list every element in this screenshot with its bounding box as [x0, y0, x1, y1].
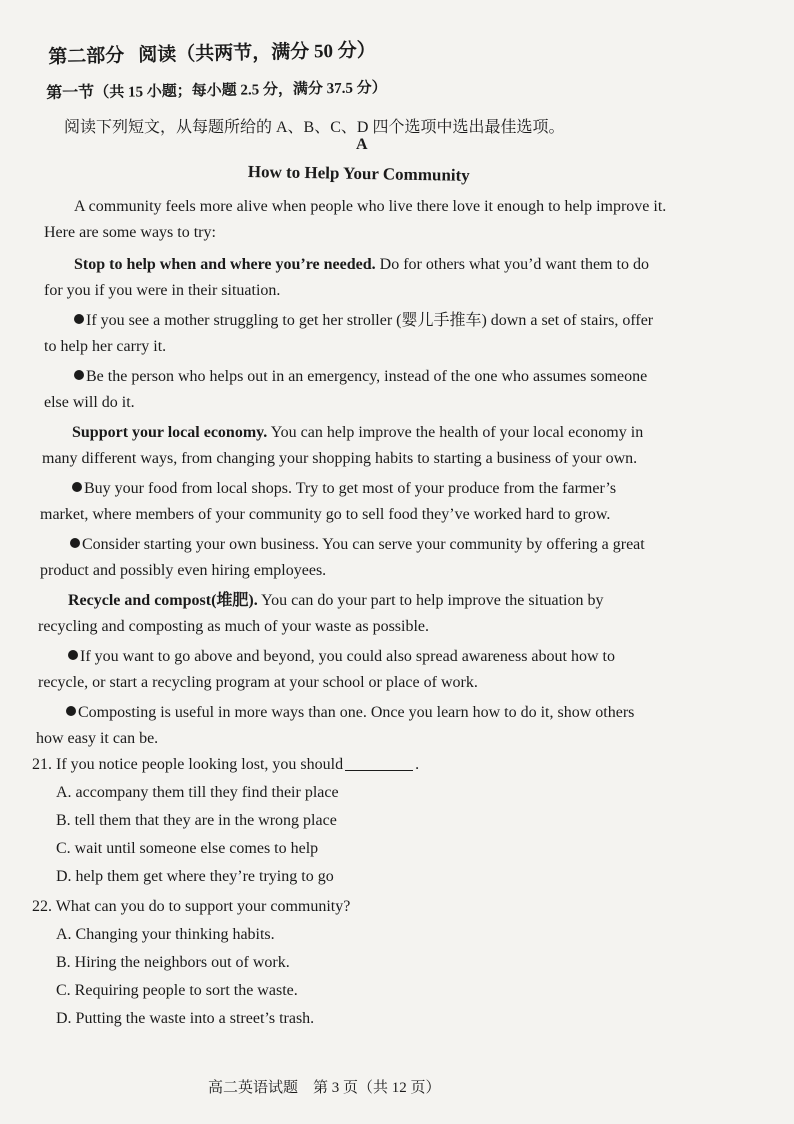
- bullet-text: Composting is useful in more ways than one. Once you learn how to do it, show others: [78, 704, 635, 721]
- question-stem: [32, 756, 419, 774]
- bullet-item: [44, 364, 704, 416]
- passage-title: How to Help Your Community: [247, 162, 470, 185]
- passage-section-help: [44, 252, 704, 304]
- section-text: You can do your part to help improve the situation by: [257, 592, 604, 609]
- bullet-icon: [66, 706, 76, 716]
- answer-option: A. Changing your thinking habits.: [56, 926, 275, 943]
- instruction-text: 阅读下列短文，从每题所给的 A、B、C、D 四个选项中选出最佳选项。: [64, 119, 565, 136]
- bullet-text-rest: to help her carry it.: [44, 338, 167, 355]
- section-text-rest: for you if you were in their situation.: [44, 282, 281, 299]
- question-stem: [32, 898, 350, 916]
- part-label: 第二部分: [48, 45, 125, 68]
- bullet-icon: [72, 482, 82, 492]
- bullet-text: Be the person who helps out in an emergency, instead of the one who assumes someone: [86, 368, 648, 385]
- answer-option: A. accompany them till they find their place: [56, 784, 339, 801]
- section-label: 第一节: [46, 84, 95, 102]
- passage-section-economy: [42, 420, 702, 472]
- intro-line: Here are some ways to try:: [44, 224, 216, 241]
- bullet-icon: [70, 538, 80, 548]
- bullet-text-rest: else will do it.: [44, 394, 135, 411]
- page-footer: 高二英语试题 第 3 页（共 12 页）: [208, 1080, 441, 1096]
- bullet-icon: [74, 370, 84, 380]
- section-heading: [46, 74, 387, 103]
- bullet-item: [40, 476, 700, 528]
- passage-letter: A: [356, 136, 368, 153]
- bullet-item: [44, 308, 704, 360]
- section-lead: Stop to help when and where you’re needed.: [74, 256, 376, 273]
- passage-intro: [44, 194, 704, 246]
- answer-option: B. tell them that they are in the wrong place: [56, 812, 337, 829]
- bullet-icon: [74, 314, 84, 324]
- bullet-text: Consider starting your own business. You can serve your community by offering a great: [82, 536, 645, 553]
- section-lead: Recycle and compost: [68, 592, 212, 609]
- bullet-text-rest: how easy it can be.: [36, 730, 159, 747]
- bullet-item: [38, 644, 698, 696]
- bullet-text-rest: recycle, or start a recycling program at your school or place of work.: [38, 674, 478, 691]
- part-title: 阅读（共两节，满分 50 分）: [138, 40, 377, 67]
- answer-option: C. wait until someone else comes to help: [56, 840, 319, 857]
- answer-option: B. Hiring the neighbors out of work.: [56, 954, 290, 971]
- section-text: Do for others what you’d want them to do: [375, 256, 649, 273]
- bullet-icon: [68, 650, 78, 660]
- section-rule: （共 15 小题；每小题 2.5 分，满分 37.5 分）: [94, 80, 387, 102]
- bullet-text-rest: market, where members of your community go to sell food they’ve worked hard to grow.: [40, 506, 611, 523]
- section-lead-note: (堆肥).: [211, 592, 258, 609]
- section-text-rest: recycling and composting as much of your waste as possible.: [38, 618, 430, 635]
- section-text-rest: many different ways, from changing your shopping habits to starting a business of your own.: [42, 450, 638, 467]
- answer-option: D. help them get where they’re trying to go: [56, 868, 334, 885]
- section-lead: Support your local economy.: [72, 424, 268, 441]
- passage-section-recycle: [38, 588, 698, 640]
- question-text: 21. If you notice people looking lost, you should: [32, 756, 344, 773]
- bullet-text: Buy your food from local shops. Try to get most of your produce from the farmer’s: [84, 480, 617, 497]
- bullet-text: If you see a mother struggling to get her stroller (婴儿手推车) down a set of stairs, offer: [86, 312, 654, 329]
- answer-blank: [345, 756, 413, 771]
- bullet-text-rest: product and possibly even hiring employees.: [40, 562, 327, 579]
- part-heading: [48, 35, 376, 69]
- answer-option: C. Requiring people to sort the waste.: [56, 982, 298, 999]
- bullet-text: If you want to go above and beyond, you could also spread awareness about how to: [80, 648, 615, 665]
- bullet-item: [36, 700, 696, 752]
- bullet-item: [40, 532, 700, 584]
- question-text: 22. What can you do to support your community?: [32, 898, 351, 915]
- intro-line: A community feels more alive when people who live there love it enough to help improve it.: [74, 198, 667, 215]
- section-text: You can help improve the health of your local economy in: [267, 424, 644, 441]
- question-end: .: [415, 756, 420, 773]
- answer-option: D. Putting the waste into a street’s trash.: [56, 1010, 315, 1027]
